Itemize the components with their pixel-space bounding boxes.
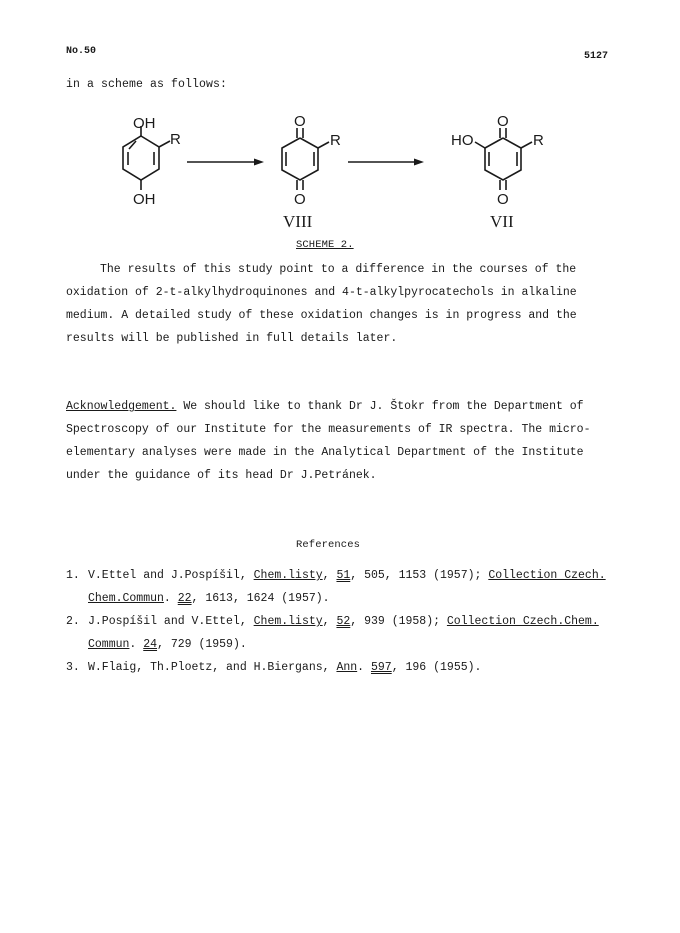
reference-1-volume-1: 51 xyxy=(336,569,351,582)
compound3-hydroxy-group: HO xyxy=(451,132,474,149)
results-line-2: oxidation of 2-t-alkylhydroquinones and 4-t-alkylpyrocatechols in alkaline xyxy=(66,286,577,299)
reference-1-pages-2: , 1613, 1624 (1957). xyxy=(191,592,330,605)
compound2-bottom-group: O xyxy=(294,191,306,208)
acknowledgement-heading: Acknowledgement. xyxy=(66,400,177,413)
compound3-bottom-group: O xyxy=(497,191,509,208)
reference-3-journal-1: Ann xyxy=(336,661,358,674)
reference-2-sep-2: . xyxy=(129,638,144,651)
quinone-viii-structure xyxy=(282,128,329,190)
reference-1-volume-2: 22 xyxy=(177,592,192,605)
compound2-label: VIII xyxy=(283,212,313,231)
reference-2-sep-1: , xyxy=(322,615,337,628)
compound3-label: VII xyxy=(490,212,514,231)
reference-list xyxy=(66,564,636,679)
acknowledgement-paragraph xyxy=(66,395,626,487)
acknowledgement-line-1 xyxy=(66,395,626,418)
scheme-caption: SCHEME 2. xyxy=(296,239,354,251)
reference-2-volume-1: 52 xyxy=(336,615,351,628)
reference-1-journal-2b: Chem.Commun xyxy=(88,592,164,605)
reference-2-journal-2a: Collection Czech.Chem. xyxy=(446,615,599,628)
reference-1-line-2 xyxy=(66,587,636,610)
acknowledgement-line-4: under the guidance of its head Dr J.Petránek. xyxy=(66,469,377,482)
reference-2-journal-1: Chem.listy xyxy=(253,615,323,628)
reference-2-pages-2: , 729 (1959). xyxy=(157,638,247,651)
results-line-1: The results of this study point to a difference in the courses of the xyxy=(100,263,577,276)
references-heading: References xyxy=(296,539,361,551)
page-number: 5127 xyxy=(584,51,609,62)
compound1-substituent: R xyxy=(170,131,181,148)
reference-2-line-1 xyxy=(66,610,636,633)
reference-1-pages-1: , 505, 1153 (1957); xyxy=(350,569,489,582)
compound3-substituent: R xyxy=(533,132,544,149)
reference-1-sep-2: . xyxy=(163,592,178,605)
compound1-bottom-group: OH xyxy=(133,191,156,208)
reference-2-line-2 xyxy=(66,633,636,656)
reference-1-journal-1: Chem.listy xyxy=(253,569,323,582)
reference-1-number: 1. xyxy=(66,569,80,582)
results-line-4: results will be published in full details later. xyxy=(66,332,398,345)
reference-1-journal-2a: Collection Czech. xyxy=(488,569,606,582)
acknowledgement-line-3: elementary analyses were made in the Analytical Department of the Institute xyxy=(66,446,584,459)
compound2-substituent: R xyxy=(330,132,341,149)
reference-1-authors: V.Ettel and J.Pospíšil, xyxy=(88,569,254,582)
reference-3-sep-1: . xyxy=(357,661,371,674)
reference-3-pages-1: , 196 (1955). xyxy=(391,661,482,674)
reference-2-number: 2. xyxy=(66,615,80,628)
reference-1-line-1 xyxy=(66,564,636,587)
reaction-arrow-2 xyxy=(348,159,424,166)
reference-3-number: 3. xyxy=(66,661,80,674)
reference-1-sep-1: , xyxy=(322,569,337,582)
results-line-3: medium. A detailed study of these oxidation changes is in progress and the xyxy=(66,309,577,322)
acknowledgement-line-2: Spectroscopy of our Institute for the measurements of IR spectra. The micro- xyxy=(66,423,591,436)
reference-2-authors: J.Pospíšil and V.Ettel, xyxy=(88,615,254,628)
hydroxyquinone-vii-structure xyxy=(475,128,532,190)
intro-line: in a scheme as follows: xyxy=(66,78,228,91)
reference-3-line-1 xyxy=(66,656,636,679)
reference-2-journal-2b: Commun xyxy=(88,638,130,651)
acknowledgement-text-1: We should like to thank Dr J. Štokr from the Department of xyxy=(176,400,584,413)
reference-2-pages-1: , 939 (1958); xyxy=(350,615,447,628)
reference-2-volume-2: 24 xyxy=(143,638,158,651)
compound3-top-group: O xyxy=(497,113,509,130)
compound2-top-group: O xyxy=(294,113,306,130)
reference-3-volume-1: 597 xyxy=(370,661,392,674)
hydroquinone-structure xyxy=(123,126,170,190)
compound1-top-group: OH xyxy=(133,115,156,132)
reaction-scheme xyxy=(0,108,680,248)
reference-3-authors: W.Flaig, Th.Ploetz, and H.Biergans, xyxy=(88,661,337,674)
journal-issue-number: No.50 xyxy=(66,46,97,57)
reaction-arrow-1 xyxy=(187,159,264,166)
results-paragraph xyxy=(66,258,626,350)
